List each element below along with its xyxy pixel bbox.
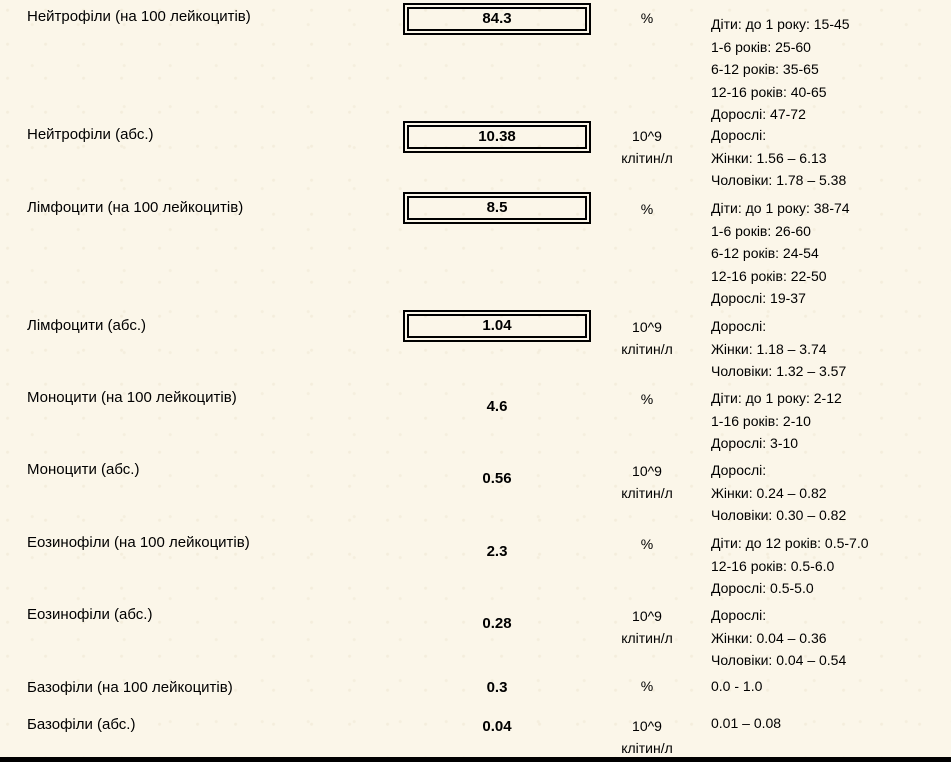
unit-line: % — [640, 201, 654, 217]
test-name: Базофіли (на 100 лейкоцитів) — [27, 679, 233, 696]
test-name: Еозинофіли (абс.) — [27, 606, 153, 623]
unit — [612, 715, 682, 759]
test-name: Нейтрофіли (на 100 лейкоцитів) — [27, 8, 251, 25]
reference-line: Жінки: 1.56 – 6.13 — [711, 149, 827, 166]
unit-line: клітин/л — [621, 630, 673, 646]
test-name: Нейтрофіли (абс.) — [27, 126, 154, 143]
unit — [612, 460, 682, 504]
reference-range — [711, 124, 846, 192]
unit-line: 10^9 — [632, 319, 662, 335]
bottom-border — [0, 757, 951, 762]
reference-line: Дорослі: — [711, 127, 767, 143]
unit-line: 10^9 — [632, 718, 662, 734]
unit-line: клітин/л — [621, 150, 673, 166]
unit-line: клітин/л — [621, 341, 673, 357]
reference-line: 6-12 років: 35-65 — [711, 61, 819, 77]
reference-range — [711, 532, 869, 600]
result-value: 0.28 — [482, 615, 512, 632]
reference-line: 1-6 років: 26-60 — [711, 222, 811, 239]
reference-line: 6-12 років: 24-54 — [711, 245, 819, 261]
reference-line: Діти: до 1 року: 2-12 — [711, 390, 842, 406]
result-value: 84.3 — [403, 3, 591, 35]
reference-range — [711, 712, 781, 735]
unit-line: клітин/л — [621, 485, 673, 501]
unit — [612, 605, 682, 649]
reference-line: Чоловіки: 1.32 – 3.57 — [711, 363, 847, 379]
reference-line: Чоловіки: 0.04 – 0.54 — [711, 652, 847, 668]
reference-line: Дорослі: 19-37 — [711, 290, 806, 306]
test-name: Моноцити (на 100 лейкоцитів) — [27, 389, 237, 406]
unit-line: % — [640, 391, 654, 407]
result-value: 0.3 — [486, 679, 508, 696]
test-name: Лімфоцити (на 100 лейкоцитів) — [27, 199, 244, 216]
result-value: 0.56 — [482, 470, 512, 487]
unit — [612, 316, 682, 360]
unit-line: 10^9 — [632, 463, 662, 479]
result-value: 8.5 — [403, 192, 591, 224]
unit-line: 10^9 — [632, 128, 662, 144]
reference-range — [711, 459, 846, 527]
reference-range — [711, 315, 846, 383]
test-name: Еозинофіли (на 100 лейкоцитів) — [27, 534, 250, 551]
result-value: 10.38 — [403, 121, 591, 153]
unit-line: 10^9 — [632, 608, 662, 624]
reference-line: Дорослі: 0.5-5.0 — [711, 580, 814, 596]
reference-line: 0.01 – 0.08 — [711, 715, 782, 731]
reference-line: Жінки: 1.18 – 3.74 — [711, 340, 827, 357]
reference-line: Дорослі: — [711, 318, 767, 334]
reference-range — [711, 13, 850, 126]
reference-line: 12-16 років: 22-50 — [711, 267, 827, 284]
result-value: 2.3 — [486, 543, 508, 560]
result-value: 1.04 — [403, 310, 591, 342]
unit — [612, 388, 682, 410]
reference-line: Чоловіки: 0.30 – 0.82 — [711, 507, 847, 523]
unit — [612, 125, 682, 169]
result-value: 0.04 — [482, 718, 512, 735]
reference-line: Діти: до 1 року: 38-74 — [711, 200, 850, 216]
unit-line: % — [640, 10, 654, 26]
reference-line: Жінки: 0.04 – 0.36 — [711, 629, 827, 646]
reference-line: 0.0 - 1.0 — [711, 678, 763, 694]
reference-line: Чоловіки: 1.78 – 5.38 — [711, 172, 847, 188]
reference-line: 12-16 років: 40-65 — [711, 83, 827, 100]
result-value: 4.6 — [486, 398, 508, 415]
reference-line: Дорослі: — [711, 607, 767, 623]
reference-line: Діти: до 1 року: 15-45 — [711, 16, 850, 32]
reference-line: 1-16 років: 2-10 — [711, 412, 811, 429]
reference-line: Дорослі: — [711, 462, 767, 478]
unit-line: % — [640, 536, 654, 552]
unit — [612, 533, 682, 555]
reference-range — [711, 675, 762, 698]
reference-line: Діти: до 12 років: 0.5-7.0 — [711, 535, 869, 551]
reference-line: Дорослі: 3-10 — [711, 435, 799, 451]
unit-line: клітин/л — [621, 740, 673, 756]
reference-range — [711, 197, 850, 310]
reference-line: Жінки: 0.24 – 0.82 — [711, 484, 827, 501]
unit-line: % — [640, 678, 654, 694]
reference-range — [711, 604, 846, 672]
test-name: Лімфоцити (абс.) — [27, 317, 146, 334]
unit — [612, 675, 682, 697]
unit — [612, 198, 682, 220]
test-name: Базофіли (абс.) — [27, 716, 136, 733]
reference-line: Дорослі: 47-72 — [711, 106, 806, 122]
test-name: Моноцити (абс.) — [27, 461, 140, 478]
reference-line: 1-6 років: 25-60 — [711, 38, 811, 55]
unit — [612, 7, 682, 29]
reference-line: 12-16 років: 0.5-6.0 — [711, 557, 835, 574]
reference-range — [711, 387, 842, 455]
